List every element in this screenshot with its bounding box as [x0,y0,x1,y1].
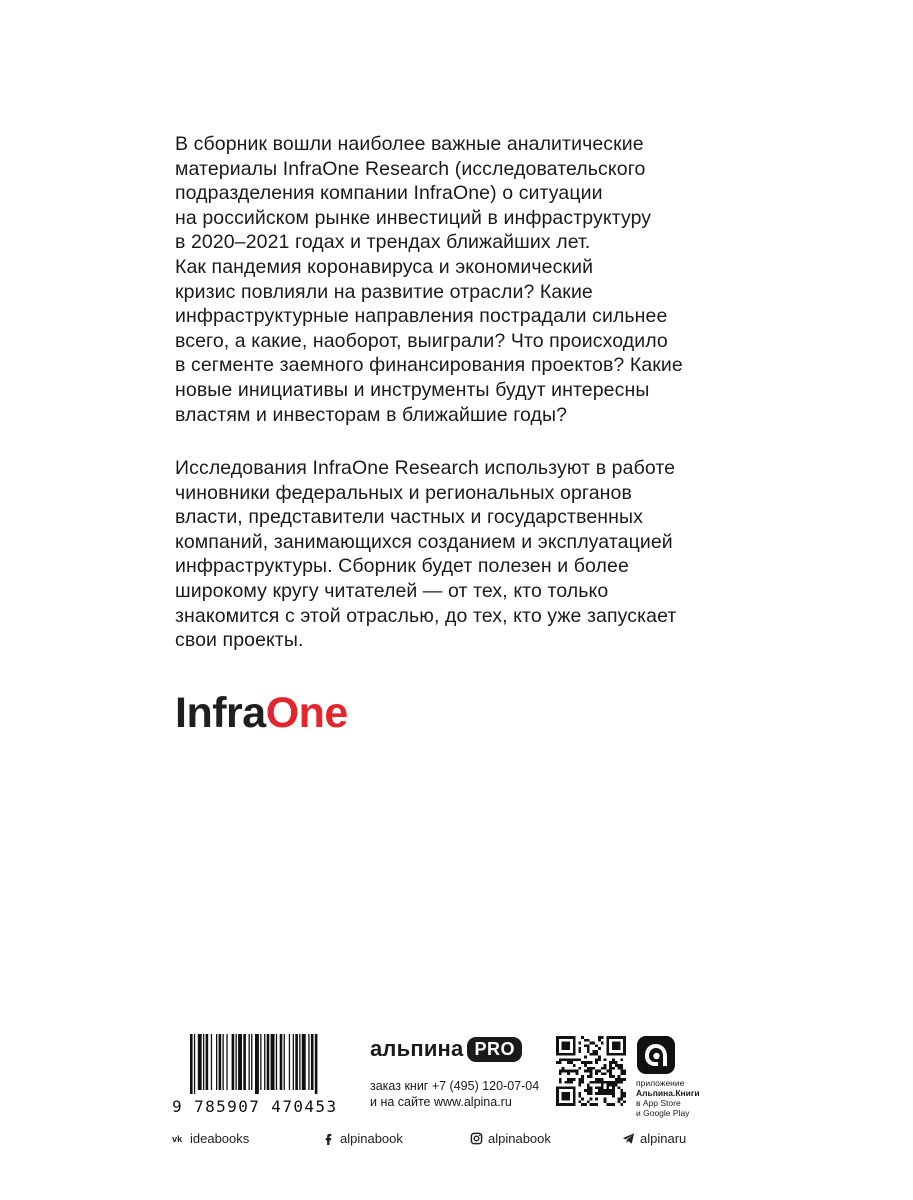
barcode-bar [276,1034,277,1090]
barcode-bar [308,1034,309,1090]
logo-part-one: One [265,689,348,737]
vk-icon [172,1132,185,1145]
barcode-bar [271,1034,275,1090]
barcode-bar [264,1034,265,1090]
barcode-bar [255,1034,259,1094]
barcode-bar [238,1034,242,1090]
social-links [172,1131,692,1147]
text-line: широкому кругу читателей — от тех, кто только [175,579,609,602]
description-paragraph-2 [175,456,735,653]
barcode-bar [243,1034,246,1090]
text-line: материалы InfraOne Research (исследовательского [175,157,646,180]
text-line: новые инициативы и инструменты будут интересны [175,378,650,401]
barcode-bar [311,1034,314,1090]
barcode-bar [223,1034,224,1090]
instagram-handle: alpinabook [488,1131,551,1146]
text-line: на российском рынке инвестиций в инфраструктуру [175,206,652,229]
barcode-bars [190,1034,342,1094]
telegram-handle: alpinaru [640,1131,687,1146]
app-line-2: Альпина.Книги [636,1088,700,1098]
barcode-bar [267,1034,270,1090]
qr-code[interactable] [556,1036,626,1106]
text-line: свои проекты. [175,629,304,652]
text-line: властям и инвесторам в ближайшие годы? [175,403,568,426]
barcode-bar [284,1034,285,1090]
alpina-app-icon [637,1036,675,1074]
barcode-bar [206,1034,209,1090]
text-line: компаний, занимающихся созданием и эксплуатацией [175,530,673,553]
text-line: В сборник вошли наиболее важные аналитические [175,133,644,155]
text-line: кризис повлияли на развитие отрасли? Какие [175,280,593,303]
infraone-logo [175,688,348,738]
social-vk[interactable] [172,1131,249,1146]
barcode-bar [236,1034,237,1090]
barcode-bar [194,1034,195,1094]
app-store-text [636,1078,700,1118]
social-facebook[interactable] [322,1131,403,1146]
social-telegram[interactable] [622,1131,686,1146]
description-paragraph-1 [175,132,735,427]
barcode-bar [232,1034,235,1090]
barcode-bar [226,1034,227,1090]
barcode-bar [295,1034,298,1090]
app-icon[interactable] [637,1036,675,1074]
barcode-bar [249,1034,250,1090]
barcode-bar [251,1034,252,1090]
barcode-bar [211,1034,212,1090]
barcode-bar [280,1034,283,1090]
publisher-name: альпина [370,1036,464,1061]
barcode-bar [293,1034,294,1090]
barcode-bar [260,1034,261,1090]
text-line: всего, а какие, наоборот, выиграли? Что происходило [175,329,668,352]
text-line: Как пандемия коронавируса и экономический [175,255,594,278]
barcode-bar [302,1034,306,1090]
svg-text:vk: vk [172,1134,183,1145]
logo-part-infra: Infra [175,689,266,737]
text-line: в сегменте заемного финансирования проектов? Какие [175,354,683,377]
barcode-bar [315,1034,318,1094]
facebook-icon [322,1132,335,1145]
text-line: знакомится с этой отраслью, до тех, кто уже запускает [175,604,677,627]
barcode-bar [219,1034,222,1090]
isbn-barcode [172,1034,347,1114]
text-line: инфраструктурные направления пострадали сильнее [175,305,668,328]
barcode-bar [289,1034,290,1090]
order-website: и на сайте www.alpina.ru [370,1095,512,1109]
barcode-bar [299,1034,300,1090]
barcode-bar [203,1034,204,1090]
text-line: Исследования InfraOne Research используют в работе [175,457,676,479]
text-line: инфраструктуры. Сборник будет полезен и более [175,555,629,578]
text-line: в 2020–2021 годах и трендах ближайших лет. [175,231,591,254]
app-line-3: в App Store [636,1098,681,1108]
app-line-4: и Google Play [636,1108,690,1118]
instagram-icon [470,1132,483,1145]
facebook-handle: alpinabook [340,1131,403,1146]
vk-handle: ideabooks [190,1131,250,1146]
order-phone: заказ книг +7 (495) 120-07-04 [370,1079,540,1093]
app-line-1: приложение [636,1078,685,1088]
text-line: подразделения компании InfraOne) о ситуации [175,182,603,205]
order-info [370,1078,539,1110]
isbn-digits: 9 785907 470453 [172,1097,338,1116]
social-instagram[interactable] [470,1131,551,1146]
barcode-bar [190,1034,193,1094]
barcode-bar [216,1034,217,1090]
barcode-bar [198,1034,202,1090]
publisher-logo [370,1036,522,1062]
text-line: чиновники федеральных и региональных органов [175,481,632,504]
telegram-icon [622,1132,635,1145]
publisher-pro-badge: PRO [467,1037,522,1062]
text-line: власти, представители частных и государственных [175,506,643,529]
